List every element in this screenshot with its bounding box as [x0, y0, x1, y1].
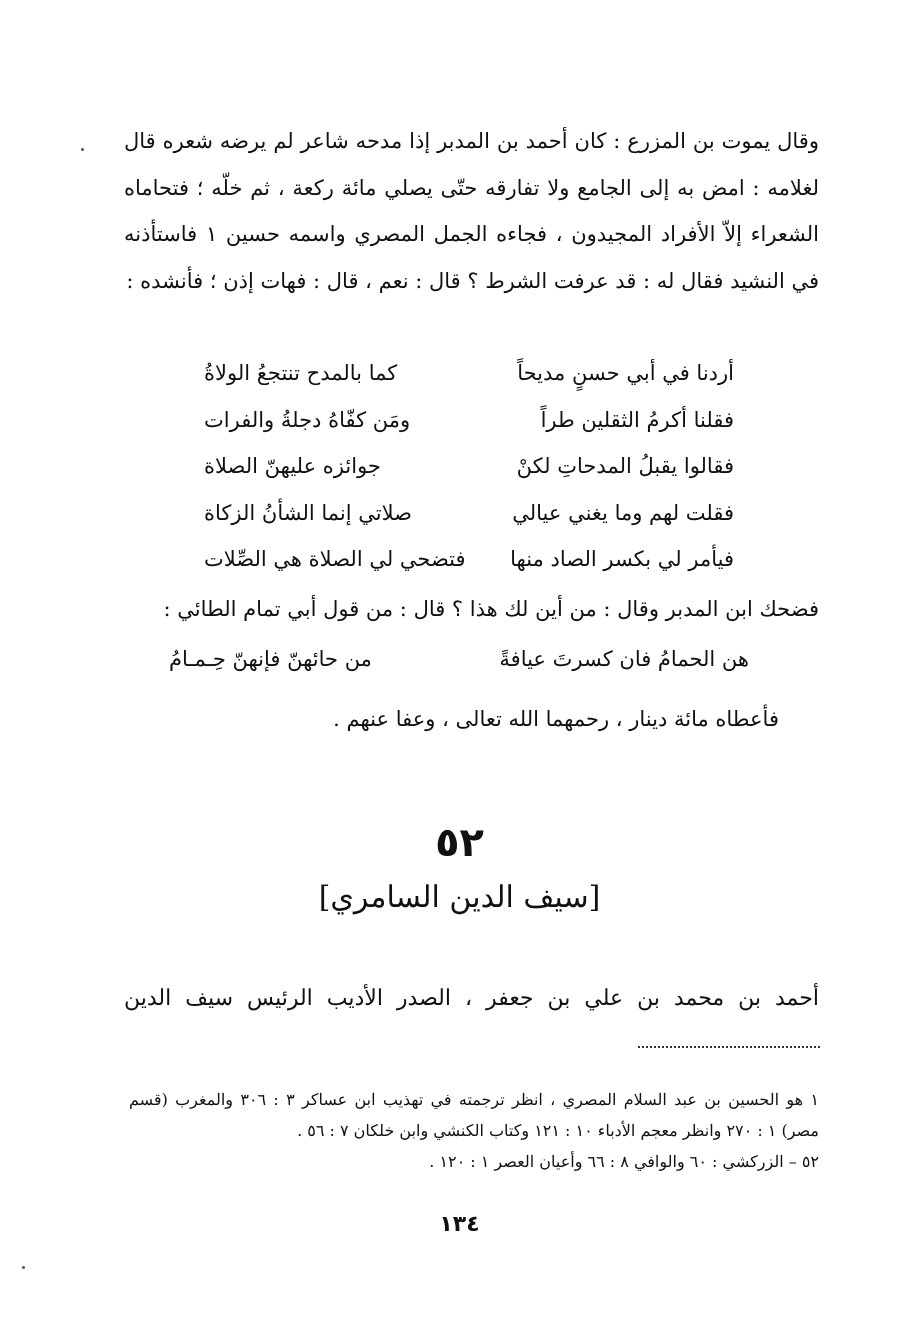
- page-number: ١٣٤: [439, 1212, 480, 1237]
- biography-line: أحمد بن محمد بن علي بن جعفر ، الصدر الأديب الرئيس سيف الدين: [124, 986, 819, 1011]
- poem-line: [169, 636, 749, 683]
- poem-hemistich-first: فيأمر لي بكسر الصاد منها: [510, 547, 734, 571]
- poem-hemistich-second: من حائهنّ فإنهنّ حِـمـامُ: [169, 647, 372, 671]
- poem-hemistich-second: جوائزه عليهنّ الصلاة: [204, 454, 381, 478]
- opening-paragraph: [124, 118, 819, 304]
- closing-sentence: فأعطاه مائة دينار ، رحمهما الله تعالى ، وعفا عنهم .: [333, 707, 779, 731]
- poem: [204, 350, 734, 583]
- footnote-separator: [638, 1046, 820, 1048]
- poem-hemistich-first: هن الحمامُ فان كسرتَ عيافةً: [499, 647, 749, 671]
- poem-hemistich-second: فتضحي لي الصلاة هي الصِّلات: [204, 547, 466, 571]
- scan-speck: [22, 1266, 25, 1269]
- poem-line: [204, 490, 734, 537]
- poem-hemistich-first: فقلنا أكرمُ الثقلين طراً: [540, 407, 734, 432]
- paragraph-text: وقال يموت بن المزرع : كان أحمد بن المدبر إذا مدحه شاعر لم يرضه شعره قال لغلامه : امض به إلى الجامع ولا تفارقه حتّى يصلي مائة ركعة ، ثم خلّه ؛ فتحاماه الشعراء إلاّ الأفراد المجيدون ، فجاءه الجمل المصري واسمه حسين ١ فاستأذنه في النشيد فقال له : قد عرفت الشرط ؟ قال : نعم ، قال : فهات إذن ؛ فأنشده :: [124, 129, 820, 293]
- poem-hemistich-second: ومَن كفّاهُ دجلةُ والفرات: [204, 407, 411, 432]
- footnote: ٥٢ – الزركشي : ٦٠ والوافي ٨ : ٦٦ وأعيان العصر ١ : ١٢٠ .: [429, 1152, 819, 1171]
- chapter-number: ٥٢: [435, 820, 484, 866]
- poem-hemistich-second: كما بالمدح تنتجعُ الولاةُ: [204, 361, 398, 385]
- poem-hemistich-first: فقالوا يقبلُ المدحاتِ لكنْ: [516, 454, 734, 478]
- poem-hemistich-second: صلاتي إنما الشأنُ الزكاة: [204, 500, 412, 525]
- poem-line: [204, 350, 734, 397]
- chapter-title: [سيف الدين السامري]: [318, 880, 601, 915]
- second-poem: [169, 636, 749, 683]
- poem-hemistich-first: أردنا في أبي حسنٍ مديحاً: [517, 361, 734, 385]
- footnotes: [129, 1084, 819, 1177]
- second-intro: فضحك ابن المدبر وقال : من أين لك هذا ؟ قال : من قول أبي تمام الطائي :: [163, 597, 819, 621]
- poem-line: [204, 536, 734, 583]
- poem-hemistich-first: فقلت لهم وما يغني عيالي: [512, 500, 734, 525]
- scan-speck: [81, 148, 84, 151]
- poem-line: [204, 397, 734, 444]
- footnote: ١ هو الحسين بن عبد السلام المصري ، انظر ترجمته في تهذيب ابن عساكر ٣ : ٣٠٦ والمغرب (قسم مصر) ١ : ٢٧٠ وانظر معجم الأدباء ١٠ : ١٢١ وكتاب الكنشي وابن خلكان ٧ : ٥٦ .: [129, 1090, 819, 1140]
- poem-line: [204, 443, 734, 490]
